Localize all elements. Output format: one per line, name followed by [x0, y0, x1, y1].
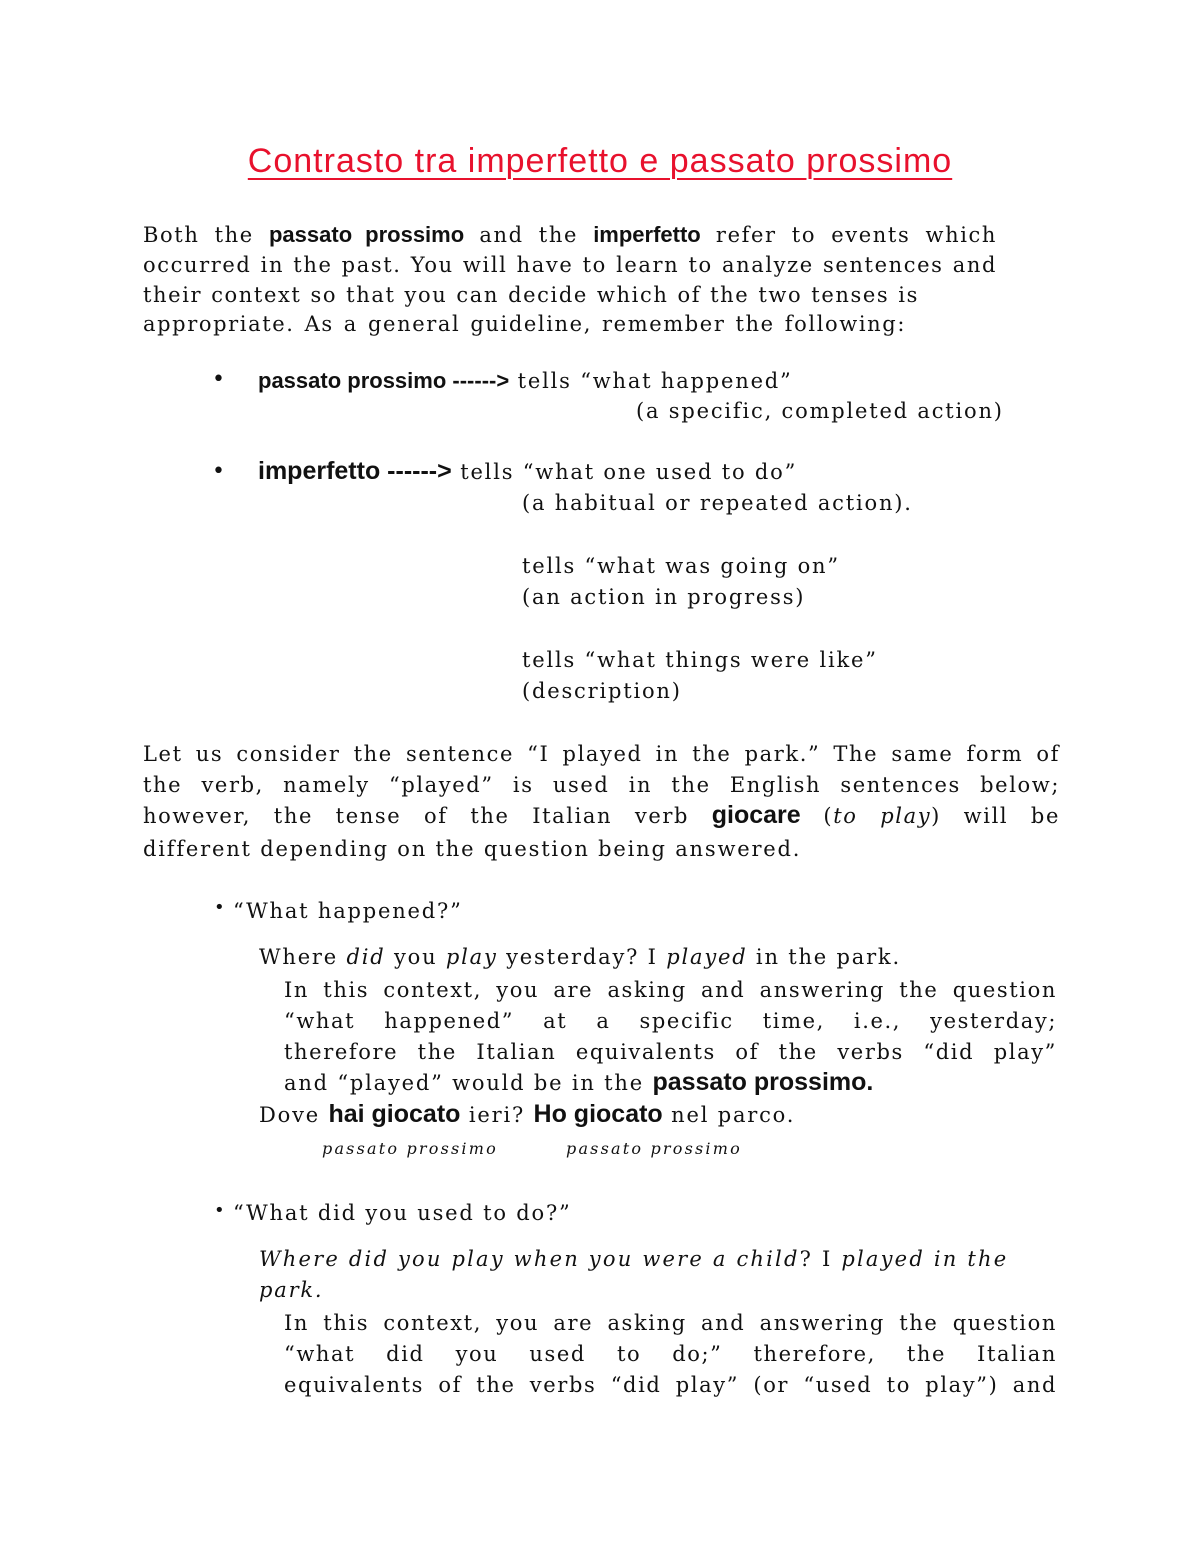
page-title: Contrasto tra imperfetto e passato prossimo — [247, 142, 953, 180]
bullet-imperfetto-3: tells “what things were like” — [522, 648, 878, 672]
bullet-passato-prossimo: passato prossimo ------> tells “what happened” — [258, 368, 793, 393]
para2-line-3: however, the tense of the Italian verb giocare (to play) will be — [143, 801, 1060, 829]
example1-heading: “What happened?” — [233, 899, 463, 923]
bullet-imperfetto-sub: (a habitual or repeated action). — [522, 491, 913, 515]
example1-italian: Dove hai giocato ieri? Ho giocato nel parco. — [259, 1100, 796, 1128]
bullet-dot: • — [212, 367, 225, 392]
intro-line-4: appropriate. As a general guideline, remember the following: — [143, 312, 906, 336]
example1-explain-1: In this context, you are asking and answering the question — [284, 978, 1057, 1002]
para2-line-2: the verb, namely “played” is used in the English sentences below; — [143, 773, 1060, 797]
bullet-imperfetto-2-sub: (an action in progress) — [522, 585, 806, 609]
intro-line-3: their context so that you can decide which of the two tenses is — [143, 283, 919, 307]
bullet-passato-prossimo-sub: (a specific, completed action) — [636, 399, 1004, 423]
example1-question: Where did you play yesterday? I played in the park. — [259, 945, 901, 969]
bullet-dot: • — [214, 1200, 225, 1221]
example2-explain-3: equivalents of the verbs “did play” (or “used to play”) and — [284, 1373, 1057, 1397]
example2-question: Where did you play when you were a child? I played in the — [259, 1247, 1009, 1271]
bullet-imperfetto-3-sub: (description) — [522, 679, 682, 703]
example1-explain-3: therefore the Italian equivalents of the verbs “did play” — [284, 1040, 1057, 1064]
bullet-imperfetto-2: tells “what was going on” — [522, 554, 840, 578]
example1-explain-2: “what happened” at a specific time, i.e., yesterday; — [284, 1009, 1057, 1033]
bullet-imperfetto: imperfetto ------> tells “what one used to do” — [258, 457, 798, 485]
bullet-dot: • — [212, 459, 225, 484]
example2-explain-1: In this context, you are asking and answering the question — [284, 1311, 1057, 1335]
intro-line-1: Both the passato prossimo and the imperfetto refer to events which — [143, 222, 998, 247]
example1-explain-4: and “played” would be in the passato prossimo. — [284, 1068, 874, 1096]
intro-line-2: occurred in the past. You will have to learn to analyze sentences and — [143, 253, 997, 277]
example2-heading: “What did you used to do?” — [233, 1201, 572, 1225]
para2-line-1: Let us consider the sentence “I played in the park.” The same form of — [143, 742, 1060, 766]
tense-label: passato prossimo — [322, 1139, 498, 1158]
example2-question-cont: park. — [259, 1278, 324, 1302]
bullet-dot: • — [214, 897, 225, 918]
para2-line-4: different depending on the question being answered. — [143, 837, 802, 861]
tense-label: passato prossimo — [566, 1139, 742, 1158]
example2-explain-2: “what did you used to do;” therefore, the Italian — [284, 1342, 1057, 1366]
